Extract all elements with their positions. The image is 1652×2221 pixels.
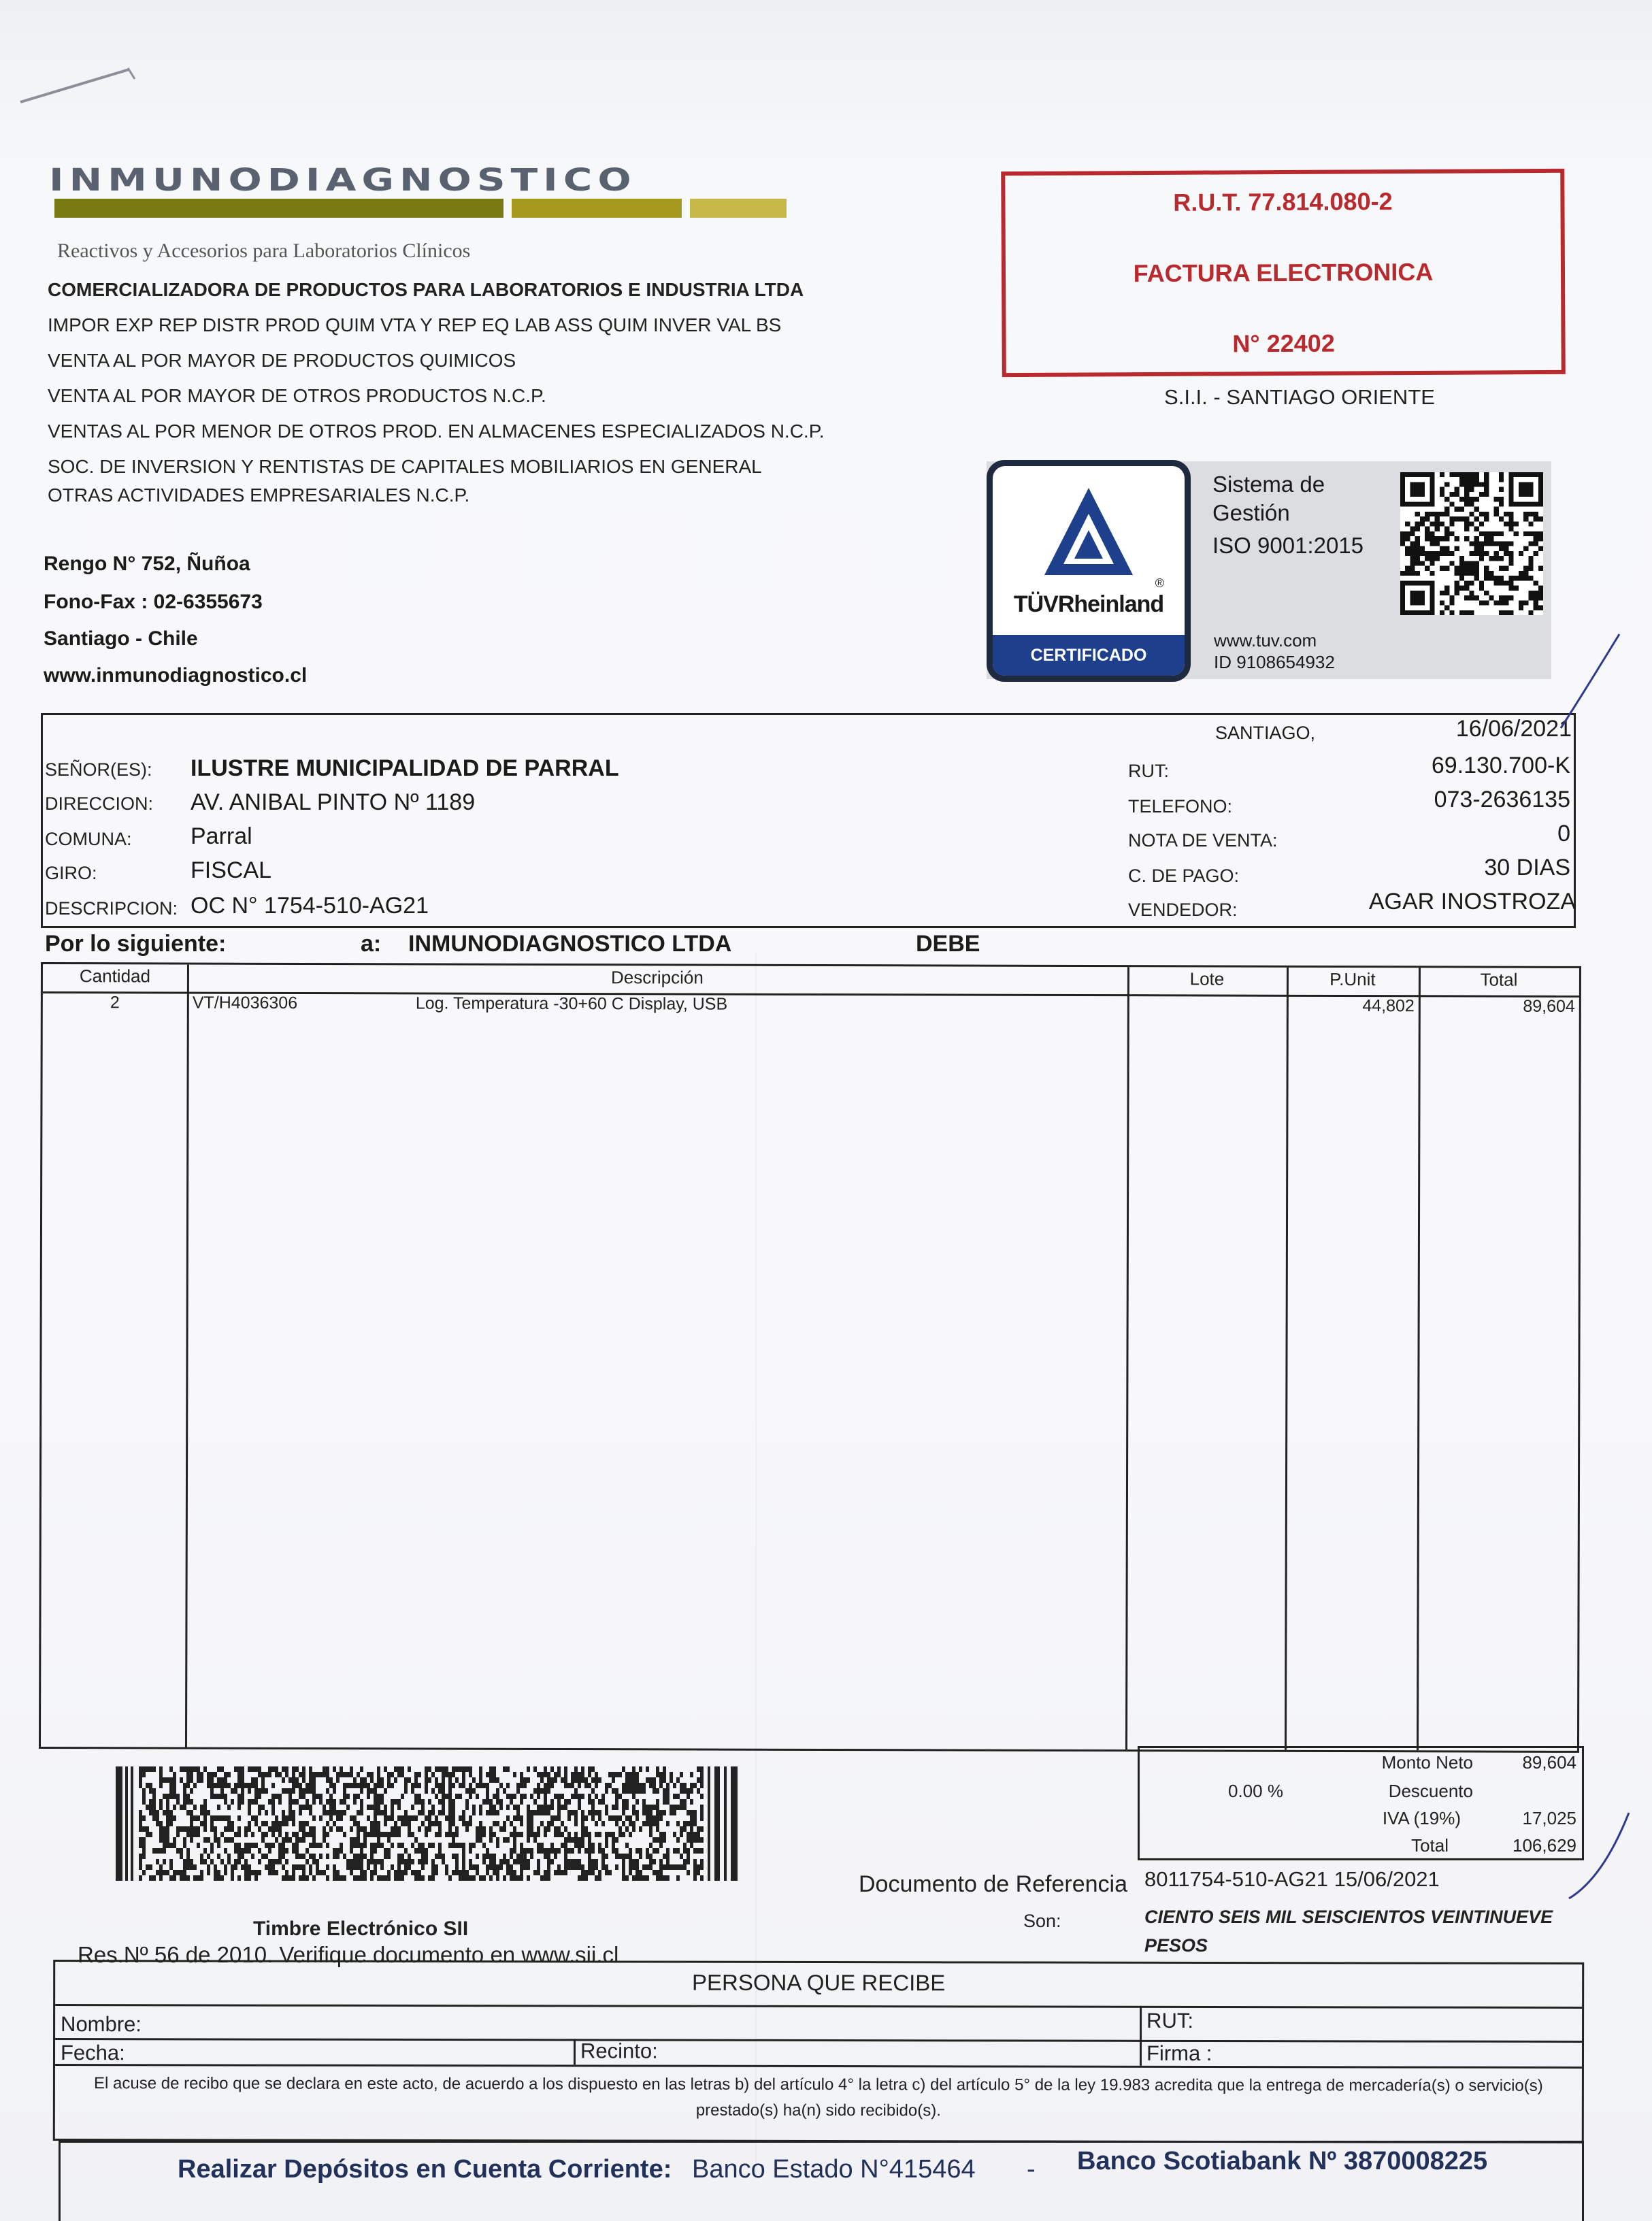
comuna-label: COMUNA:	[45, 829, 132, 849]
owes-to-label: a:	[361, 931, 382, 957]
header-lote: Lote	[1189, 968, 1225, 989]
company-logo: INMUNODIAGNOSTICO	[49, 162, 637, 199]
cert-id: ID 9108654932	[1214, 652, 1335, 672]
net-amount-label: Monto Neto	[1381, 1752, 1473, 1773]
col-divider	[185, 965, 189, 1747]
header-total: Total	[1480, 969, 1518, 990]
sales-note-label: NOTA DE VENTA:	[1128, 830, 1278, 851]
receipt-divider	[55, 2004, 1582, 2009]
item-code: VT/H4036306	[192, 993, 298, 1013]
logo-bars	[54, 199, 735, 218]
receipt-section	[53, 1960, 1584, 2143]
item-unit-price: 44,802	[1362, 996, 1415, 1016]
owes-company: INMUNODIAGNOSTICO LTDA	[408, 931, 732, 957]
col-divider	[1417, 968, 1421, 1750]
timbre-subtitle: Res.Nº 56 de 2010. Verifique documento en www.sii.cl	[78, 1942, 619, 1967]
timbre-barcode	[116, 1766, 744, 1881]
reference-value: 8011754-510-AG21 15/06/2021	[1144, 1867, 1440, 1891]
issuer-phone: Fono-Fax : 02-6355673	[44, 591, 263, 613]
col-divider	[1285, 968, 1289, 1750]
seller-name: AGAR INOSTROZA	[1368, 889, 1576, 915]
rut-label: RUT:	[1128, 761, 1169, 781]
iva-amount: 17,025	[1522, 1808, 1576, 1828]
total-amount: 106,629	[1513, 1835, 1576, 1856]
company-legal-name: COMERCIALIZADORA DE PRODUCTOS PARA LABORATORIOS E INDUSTRIA LTDA	[48, 279, 804, 300]
giro-label: GIRO:	[45, 863, 97, 883]
phone-label: TELEFONO:	[1128, 796, 1233, 817]
pen-check-mark	[1562, 1803, 1637, 1905]
activity-line: VENTA AL POR MAYOR DE OTROS PRODUCTOS N.C.P.	[48, 385, 546, 406]
registered-mark: ®	[1155, 576, 1164, 590]
tuv-badge	[987, 460, 1191, 682]
receipt-site-label: Recinto:	[580, 2039, 658, 2063]
activity-line: SOC. DE INVERSION Y RENTISTAS DE CAPITALES MOBILIARIOS EN GENERAL	[48, 456, 762, 477]
discount-percent: 0.00 %	[1228, 1781, 1283, 1801]
invoice-number: N° 22402	[1232, 329, 1335, 358]
customer-address: AV. ANIBAL PINTO Nº 1189	[191, 789, 476, 815]
iva-label: IVA (19%)	[1382, 1808, 1461, 1828]
deposit-separator: -	[1027, 2155, 1036, 2184]
deposit-label: Realizar Depósitos en Cuenta Corriente:	[178, 2155, 672, 2184]
address-label: DIRECCION:	[45, 793, 154, 814]
total-label: Total	[1411, 1835, 1449, 1856]
cert-line-2: Gestión	[1212, 500, 1290, 525]
header-descripcion: Descripción	[610, 967, 704, 988]
sii-office: S.I.I. - SANTIAGO ORIENTE	[1164, 385, 1435, 409]
customer-name: ILUSTRE MUNICIPALIDAD DE PARRAL	[191, 755, 619, 781]
receipt-header: PERSONA QUE RECIBE	[692, 1969, 946, 1996]
header-cantidad: Cantidad	[79, 966, 151, 987]
discount-label: Descuento	[1388, 1781, 1473, 1801]
document-type: FACTURA ELECTRONICA	[1133, 257, 1434, 288]
amount-in-words: CIENTO SEIS MIL SEISCIENTOS VEINTINUEVE PESOS	[1144, 1907, 1553, 1956]
issuer-website: www.inmunodiagnostico.cl	[44, 664, 308, 687]
reference-label: Documento de Referencia	[859, 1871, 1128, 1897]
receipt-signature-label: Firma :	[1146, 2041, 1212, 2066]
cert-standard: ISO 9001:2015	[1212, 533, 1364, 558]
customer-rut: 69.130.700-K	[1431, 753, 1570, 778]
receipt-divider	[574, 2039, 576, 2064]
customer-phone: 073-2636135	[1434, 787, 1570, 812]
seller-label: VENDEDOR:	[1128, 900, 1238, 920]
receipt-divider	[55, 2064, 1582, 2069]
bank-estado: Banco Estado N°415464	[692, 2155, 976, 2184]
company-tagline: Reactivos y Accesorios para Laboratorios Clínicos	[57, 240, 471, 262]
item-quantity: 2	[110, 993, 120, 1013]
timbre-title: Timbre Electrónico SII	[253, 1918, 469, 1940]
payment-terms: 30 DIAS	[1484, 855, 1570, 881]
issuer-rut: R.U.T. 77.814.080-2	[1173, 187, 1393, 216]
order-description: OC N° 1754-510-AG21	[191, 893, 429, 919]
items-table	[39, 962, 1581, 1753]
customer-comuna: Parral	[191, 823, 252, 849]
receipt-legal-text: El acuse de recibo que se declara en este acto, de acuerdo a los dispuesto en las letras b) del artículo 4° la letra c) del artículo 5° de la ley 19.983 acredita que la entrega de mercadería(s) o servicio(s) prestado(s) ha(n) sido recibido(s).	[94, 2074, 1543, 2120]
sales-note: 0	[1557, 821, 1570, 846]
payment-terms-label: C. DE PAGO:	[1128, 866, 1240, 886]
invoice-date: 16/06/2021	[1455, 716, 1572, 742]
receipt-date-label: Fecha:	[60, 2041, 125, 2065]
description-label: DESCRIPCION:	[45, 898, 178, 919]
activity-line: VENTAS AL POR MENOR DE OTROS PROD. EN ALMACENES ESPECIALIZADOS N.C.P.	[48, 421, 825, 442]
receipt-divider	[1140, 2006, 1142, 2066]
activity-line: IMPOR EXP REP DISTR PROD QUIM VTA Y REP EQ LAB ASS QUIM INVER VAL BS	[48, 314, 782, 335]
city-label: SANTIAGO,	[1215, 723, 1316, 743]
tuv-triangle-icon	[1038, 481, 1140, 583]
activity-line: OTRAS ACTIVIDADES EMPRESARIALES N.C.P.	[48, 484, 470, 506]
bank-scotiabank: Banco Scotiabank Nº 3870008225	[1077, 2147, 1488, 2175]
item-total: 89,604	[1523, 996, 1575, 1016]
net-amount: 89,604	[1522, 1752, 1576, 1773]
cert-url: www.tuv.com	[1214, 630, 1317, 651]
pen-check-mark	[1551, 626, 1626, 735]
customer-giro: FISCAL	[191, 857, 272, 883]
receiver-name-label: Nombre:	[61, 2012, 142, 2037]
totals-box	[1138, 1746, 1584, 1860]
owes-debe: DEBE	[916, 931, 980, 957]
certified-label: CERTIFICADO	[993, 635, 1185, 676]
receiver-rut-label: RUT:	[1146, 2008, 1194, 2033]
issuer-city: Santiago - Chile	[44, 627, 198, 650]
amount-words-label: Son:	[1023, 1911, 1061, 1931]
customer-label: SEÑOR(ES):	[45, 759, 152, 780]
item-description: Log. Temperatura -30+60 C Display, USB	[415, 993, 728, 1014]
activity-line: VENTA AL POR MAYOR DE PRODUCTOS QUIMICOS	[48, 350, 516, 371]
owes-label: Por lo siguiente:	[45, 931, 227, 957]
cert-line-1: Sistema de	[1212, 472, 1325, 497]
staple-mark	[14, 54, 136, 116]
header-punit: P.Unit	[1329, 968, 1376, 990]
issuer-address: Rengo N° 752, Ñuñoa	[44, 553, 250, 575]
invoice-id-box	[1001, 169, 1566, 377]
tuv-brand: TÜVRheinland	[1013, 591, 1164, 617]
deposit-box	[59, 2141, 1584, 2221]
col-divider	[1125, 967, 1129, 1749]
qr-code-icon	[1400, 472, 1543, 615]
